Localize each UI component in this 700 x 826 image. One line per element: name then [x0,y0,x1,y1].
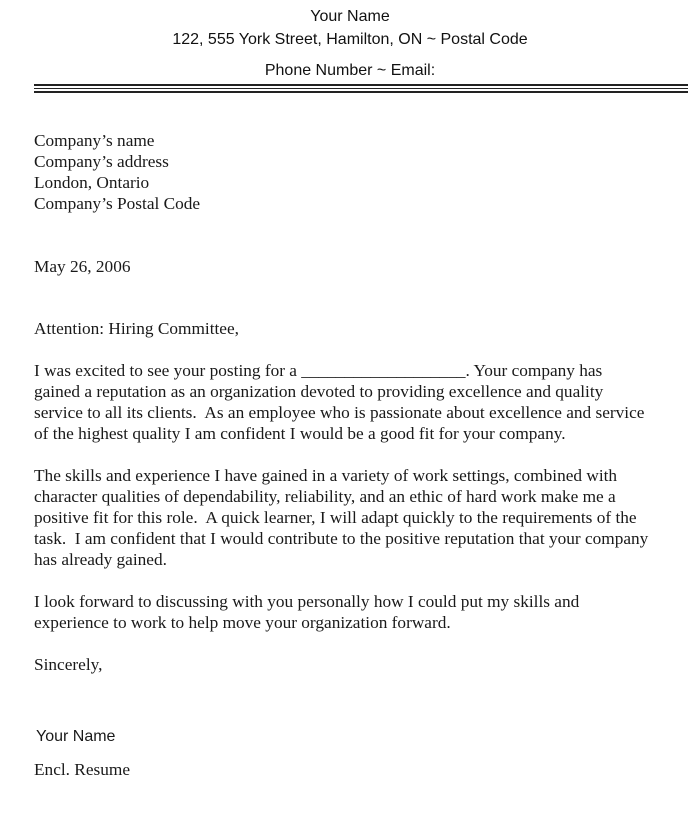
recipient-line: Company’s address [34,152,169,171]
paragraph-line: task. I am confident that I would contribute to the positive reputation that your company [34,529,649,548]
header-rule-middle [34,88,688,89]
paragraph-line: I was excited to see your posting for a ___________________. Your company has [34,361,603,380]
sender-name: Your Name [310,8,390,25]
header-rule-bottom [34,91,688,93]
sender-address: 122, 555 York Street, Hamilton, ON ~ Postal Code [172,31,528,48]
paragraph-line: service to all its clients. As an employee who is passionate about excellence and service [34,403,645,422]
recipient-line: Company’s name [34,131,155,150]
salutation: Attention: Hiring Committee, [34,319,239,338]
letter-date: May 26, 2006 [34,257,131,276]
paragraph-line: The skills and experience I have gained in a variety of work settings, combined with [34,466,618,485]
paragraph-line: positive fit for this role. A quick learner, I will adapt quickly to the requirements of the [34,508,637,527]
paragraph-line: I look forward to discussing with you personally how I could put my skills and [34,592,580,611]
closing: Sincerely, [34,655,103,674]
paragraph-line: gained a reputation as an organization devoted to providing excellence and quality [34,382,604,401]
recipient-line: Company’s Postal Code [34,194,201,213]
enclosure: Encl. Resume [34,760,130,779]
signature-name: Your Name [36,728,116,745]
paragraph-line: of the highest quality I am confident I would be a good fit for your company. [34,424,566,443]
header-rule-top [34,84,688,86]
sender-contact: Phone Number ~ Email: [264,62,436,79]
recipient-line: London, Ontario [34,173,150,192]
paragraph-line: experience to work to help move your organization forward. [34,613,451,632]
paragraph-line: character qualities of dependability, reliability, and an ethic of hard work make me a [34,487,616,506]
paragraph-line: has already gained. [34,550,167,569]
